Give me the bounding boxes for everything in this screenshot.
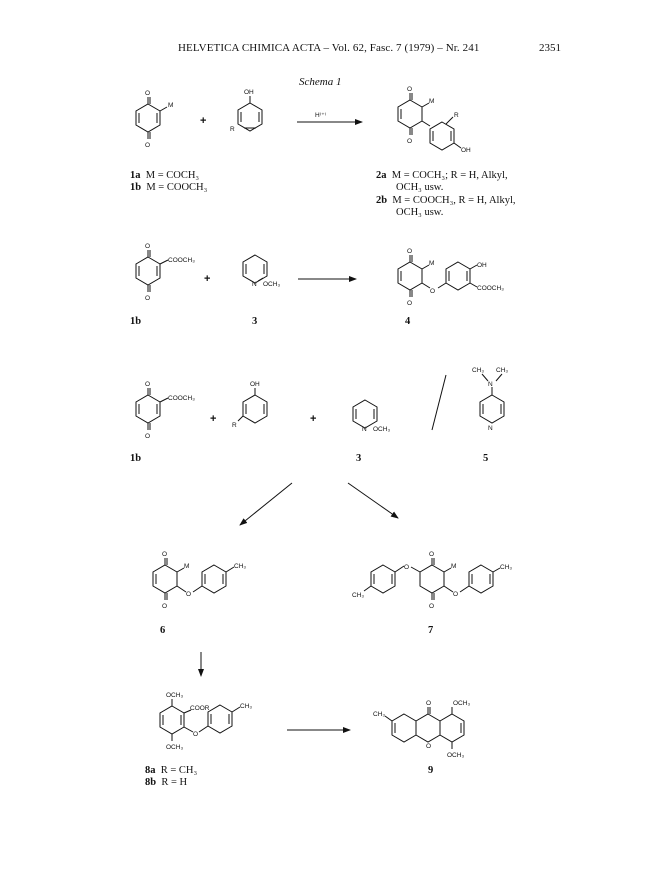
- svg-text:+: +: [204, 273, 211, 285]
- svg-text:R: R: [232, 422, 237, 429]
- svg-text:M: M: [184, 563, 190, 570]
- svg-text:R: R: [230, 126, 235, 133]
- svg-text:O: O: [186, 591, 192, 598]
- svg-text:O: O: [145, 90, 151, 97]
- svg-text:O: O: [407, 248, 413, 255]
- compound-id-9: 9: [428, 765, 434, 776]
- svg-text:OCH₃: OCH₃: [166, 692, 184, 699]
- svg-text:OH: OH: [244, 89, 254, 96]
- svg-text:O: O: [407, 300, 413, 307]
- svg-text:OH: OH: [250, 381, 260, 388]
- svg-text:O: O: [426, 743, 432, 750]
- svg-text:+: +: [200, 115, 207, 127]
- running-head: HELVETICA CHIMICA ACTA – Vol. 62, Fasc. 7 (1979) – Nr. 241: [178, 42, 480, 54]
- svg-text:OH: OH: [461, 147, 471, 154]
- svg-text:+: +: [210, 413, 217, 425]
- svg-text:O: O: [429, 603, 435, 610]
- compound-id-3-row2: 3: [252, 316, 258, 327]
- svg-text:OCH₃: OCH₃: [447, 752, 465, 759]
- compound-id-5: 5: [483, 453, 489, 464]
- svg-text:CH₃: CH₃: [373, 711, 386, 718]
- product-6-structure: [153, 558, 234, 600]
- svg-text:O: O: [453, 591, 459, 598]
- svg-text:M: M: [168, 102, 174, 109]
- svg-text:OCH₃: OCH₃: [263, 281, 281, 288]
- compound-id-1b-row2: 1b: [130, 316, 142, 327]
- svg-text:O: O: [193, 731, 199, 738]
- arrow-to-6: [240, 483, 292, 525]
- xanthone-structure-9: [385, 707, 464, 749]
- compound-label-8b: 8b R = H: [145, 777, 188, 788]
- svg-text:N: N: [488, 381, 493, 388]
- svg-text:CH₃: CH₃: [500, 564, 513, 571]
- svg-text:N: N: [362, 426, 367, 433]
- slash-divider: [432, 375, 446, 430]
- svg-text:O: O: [145, 295, 151, 302]
- svg-text:OCH₃: OCH₃: [373, 426, 391, 433]
- compound-label-2b-cont: OCH₃ usw.: [396, 207, 444, 218]
- compound-id-3-row3: 3: [356, 453, 362, 464]
- svg-text:O: O: [404, 564, 410, 571]
- svg-text:H⁽⁺⁾: H⁽⁺⁾: [315, 112, 327, 119]
- svg-text:CH₃: CH₃: [496, 367, 509, 374]
- arrow-to-7: [348, 483, 398, 518]
- svg-text:O: O: [145, 142, 151, 149]
- compound-label-1a: 1a M = COCH₃: [130, 170, 200, 181]
- svg-text:N: N: [252, 281, 257, 288]
- svg-text:O: O: [407, 86, 413, 93]
- methoxypyridine-structure-1: [243, 255, 267, 283]
- compound-id-1b-row3: 1b: [130, 453, 142, 464]
- scheme-title: Schema 1: [299, 76, 342, 88]
- svg-text:OCH₃: OCH₃: [453, 700, 471, 707]
- compound-label-2b: 2b M = COOCH₃, R = H, Alkyl,: [376, 195, 516, 206]
- svg-text:O: O: [162, 603, 168, 610]
- svg-text:OH: OH: [477, 262, 487, 269]
- phenol-structure-1: [238, 96, 262, 131]
- compound-label-8a: 8a R = CH₃: [145, 765, 198, 776]
- compound-id-6: 6: [160, 625, 166, 636]
- svg-text:N: N: [488, 425, 493, 432]
- svg-text:O: O: [145, 243, 151, 250]
- product-7-structure: [364, 558, 500, 600]
- svg-text:OCH₃: OCH₃: [166, 744, 184, 751]
- compound-id-7: 7: [428, 625, 434, 636]
- svg-text:O: O: [430, 288, 436, 295]
- svg-text:COOCH₃: COOCH₃: [168, 395, 195, 402]
- svg-text:M: M: [429, 98, 435, 105]
- svg-text:O: O: [162, 551, 168, 558]
- svg-text:CH₃: CH₃: [352, 592, 365, 599]
- compound-label-2a: 2a M = COCH₃; R = H, Alkyl,: [376, 170, 508, 181]
- svg-text:M: M: [429, 260, 435, 267]
- svg-text:+: +: [310, 413, 317, 425]
- quinone-structure-2: [136, 250, 168, 292]
- quinone-structure-1: [136, 97, 167, 139]
- quinone-structure-3: [136, 388, 168, 430]
- phenol-structure-2: [238, 388, 267, 423]
- svg-text:O: O: [145, 381, 151, 388]
- compound-label-1b: 1b M = COOCH₃: [130, 182, 208, 193]
- svg-text:O: O: [407, 138, 413, 145]
- methoxypyridine-structure-2: [353, 400, 377, 428]
- svg-text:COOCH₃: COOCH₃: [168, 257, 195, 264]
- svg-text:CH₃: CH₃: [240, 703, 253, 710]
- svg-text:CH₃: CH₃: [472, 367, 485, 374]
- svg-text:O: O: [426, 700, 432, 707]
- product-4-structure: [398, 255, 477, 297]
- svg-text:M: M: [451, 563, 457, 570]
- svg-text:R: R: [454, 112, 459, 119]
- svg-text:O: O: [145, 433, 151, 440]
- svg-text:COOR: COOR: [190, 705, 210, 712]
- compound-id-4: 4: [405, 316, 411, 327]
- svg-text:O: O: [429, 551, 435, 558]
- svg-text:COOCH₃: COOCH₃: [477, 285, 504, 292]
- compound-label-2a-cont: OCH₃ usw.: [396, 182, 444, 193]
- page-number: 2351: [539, 42, 561, 54]
- svg-text:CH₃: CH₃: [234, 563, 247, 570]
